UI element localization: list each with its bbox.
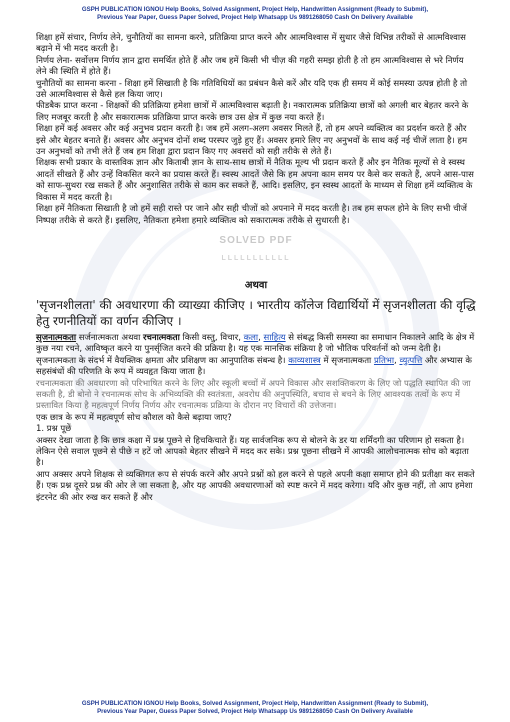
solved-pdf-stamp [36,229,476,273]
answer-paragraph-1 [36,333,476,379]
stamp-text: SOLVED PDF [219,234,293,246]
page-header [0,6,510,22]
paragraph: शिक्षा हमें नैतिकता सिखाती है जो हमें सही रास्ते पर जाने और सही चीजों को अपनाने में मदद करती है। तब हम सफल होने के लिए सभी चीजें निष्पक्ष तरीके से करते हैं। इसलिए, नैतिकता हमेशा हमारे व्यक्तित्व को सकारात्मक तरीके से सुधारती है। [36,204,467,226]
answer-paragraph-6: आप अक्सर अपने शिक्षक से व्यक्तिगत रूप से संपर्क करने और अपने प्रश्नों को हल करने से पहले अपनी कक्षा समाप्त होने की प्रतीक्षा कर सकते हैं। एक प्रश्न दूसरे प्रश्न की ओर ले जा सकता है, और यह आपकी अवधारणाओं को स्पष्ट करने में मदद करेगा। यदि और कुछ नहीं, तो आप हमेशा इंटरनेट की ओर रुख कर सकते हैं और [36,469,475,503]
header-line-2: Previous Year Paper, Guess Paper Solved, Project Help Whatsapp Us 9891268050 Cash On Delivery Available [97,14,413,21]
link-vyutpatti[interactable]: व्युत्पत्ति [399,355,423,366]
term-srijanatmakta: सृजनात्मकता [36,332,77,343]
page-content [36,33,476,504]
link-sahitya[interactable]: साहित्य [263,332,286,343]
footer-line-1: GSPH PUBLICATION IGNOU Help Books, Solved Assignment, Project Help, Handwritten Assignment (Ready to Submit), [81,700,429,707]
link-pratibha[interactable]: प्रतिभा [373,355,395,366]
answer-text: , [258,332,264,343]
answer-paragraph-2: रचनात्मकता की अवधारणा को परिभाषित करने के लिए और स्कूली बच्चों में अपने विकास और सशक्तिकरण के लिए जो पद्धति स्थापित की जा सकती है, डी बोनो ने रचनात्मक सोच के अभिव्यक्ति की स्वतंत्रता, अवरोध की अनुपस्थिति, बचाव से बचने के लिए आवश्यक तत्वों के रूप में प्रस्तावित किया है महत्वपूर्ण निर्णय निर्णय और रचनात्मक प्रक्रिया के दौरान नए विचारों की उत्तेजना। [36,378,471,412]
paragraph: फीडबैक प्राप्त करना - शिक्षकों की प्रतिक्रिया हमेशा छात्रों में आत्मविश्वास बढ़ाती है। नकारात्मक प्रतिक्रिया छात्रों को अगली बार बेहतर करने के लिए मजबूर करती है और सकारात्मक प्रतिक्रिया प्राप्त करके छात्र उस क्षेत्र में कुछ नया करते हैं। [36,101,469,123]
answer-text: सर्जनात्मकता अथवा [76,332,144,343]
stamp-subtext: LLLLLLLLLLL [221,254,291,262]
answer-paragraph-5: अक्सर देखा जाता है कि छात्र कक्षा में प्रश्न पूछने से हिचकिचाते हैं। यह सार्वजनिक रूप से बोलने के डर या शर्मिंदगी का परिणाम हो सकता है। लेकिन ऐसे सवाल पूछने से पीछे न हटें जो आपको बेहतर सीखने में मदद कर सके। प्रश्न पूछना सीखने में आपकी आलोचनात्मक सोच को बढ़ाता है। [36,435,469,469]
question-text: 'सृजनशीलता' की अवधारणा की व्याख्या कीजिए । भारतीय कॉलेज विद्यार्थियों में सृजनशीलता की वृद्धि हेतु रणनीतियों का वर्णन कीजिए । [36,297,476,328]
link-kavyashastra[interactable]: काव्यशास्त्र [288,355,321,366]
answer-paragraph-3: एक छात्र के रूप में महत्वपूर्ण सोच कौशल को कैसे बढ़ाया जाए? [36,412,232,423]
link-kala[interactable]: कला [243,332,259,343]
header-line-1: GSPH PUBLICATION IGNOU Help Books, Solved Assignment, Project Help, Handwritten Assignment (Ready to Submit), [81,6,429,13]
paragraph: शिक्षा हमें संचार, निर्णय लेने, चुनौतियों का सामना करने, प्रतिक्रिया प्राप्त करने और आत्मविश्वास में सुधार जैसे विभिन्न तरीकों से आत्मविश्वास बढ़ाने में भी मदद करती है। [36,33,466,55]
answer-subheading: 1. प्रश्न पूछें [36,424,72,435]
answer-text: से संबद्ध किसी समस्या का समाधान निकालने आदि के क्षेत्र में कुछ नया रचने, आविष्कृत करने या पुनर्सृजित करने की प्रक्रिया है। यह एक मानसिक संक्रिया है जो भौतिक परिवर्तनों को जन्म देती है। सृजनात्मकता के संदर्भ में वैयक्तिक क्षमता और प्रशिक्षण का आनुपातिक संबन्ध है। [36,332,475,366]
paragraph: शिक्षक सभी प्रकार के वास्तविक ज्ञान और किताबी ज्ञान के साथ-साथ छात्रों में नैतिक मूल्य भी प्रदान करते हैं और इन नैतिक मूल्यों से वे स्वस्थ आदतें सीखते हैं और उन्हें विकसित करने का प्रयास करते हैं। स्वस्थ आदतें जैसे कि हम अपना काम समय पर कैसे कर सकते हैं, अपने आस-पास को साफ-सुथरा रख सकते हैं और अनुशासित तरीके से काम कर सकते हैं, आदि। इसलिए, इन स्वस्थ आदतों के माध्यम से शिक्षा हमें व्यक्तित्व के विकास में मदद करती है। [36,158,474,203]
answer-text: में सृजनात्मकता [320,355,374,366]
page-footer [0,700,510,716]
answer-text: और अभ्यास के सहसंबंधों की परिणति के रूप में व्यवहृत किया जाता है। [36,355,472,378]
athva-heading: अथवा [244,279,268,291]
answer-text: किसी वस्तु, विचार, [179,332,244,343]
paragraph: शिक्षा हमें कई अवसर और कई अनुभव प्रदान करती है। जब हमें अलग-अलग अवसर मिलते हैं, तो हम अपने व्यक्तित्व का प्रदर्शन करते हैं और इसे और बेहतर बनाते हैं। अवसर और अनुभव दोनों शब्द परस्पर जुड़े हुए हैं। अवसर हमारे लिए नए अनुभवों के साथ कई नई चीजें लाता है। हम उन अनुभवों को तभी लेते हैं जब हम शिक्षा द्वारा प्रदान किए गए अवसरों को सही तरीके से लेते हैं। [36,124,468,158]
term-rachnatmakta: रचनात्मकता [143,332,180,343]
paragraph: निर्णय लेना- सर्वोत्तम निर्णय ज्ञान द्वारा समर्थित होते हैं और जब हमें किसी भी चीज़ की गहरी समझ होती है तो हम आत्मविश्वास से भरे निर्णय लेने की स्थिति में होते हैं। [36,55,464,78]
answer-text: , [394,355,400,366]
footer-line-2: Previous Year Paper, Guess Paper Solved, Project Help Whatsapp Us 9891268050 Cash On Delivery Available [97,708,413,715]
paragraph: चुनौतियों का सामना करना - शिक्षा हमें सिखाती है कि गतिविधियों का प्रबंधन कैसे करें और यदि एक ही समय में कोई समस्या उत्पन्न होती है तो उसे आत्मविश्वास से कैसे हल किया जाए। [36,78,468,101]
